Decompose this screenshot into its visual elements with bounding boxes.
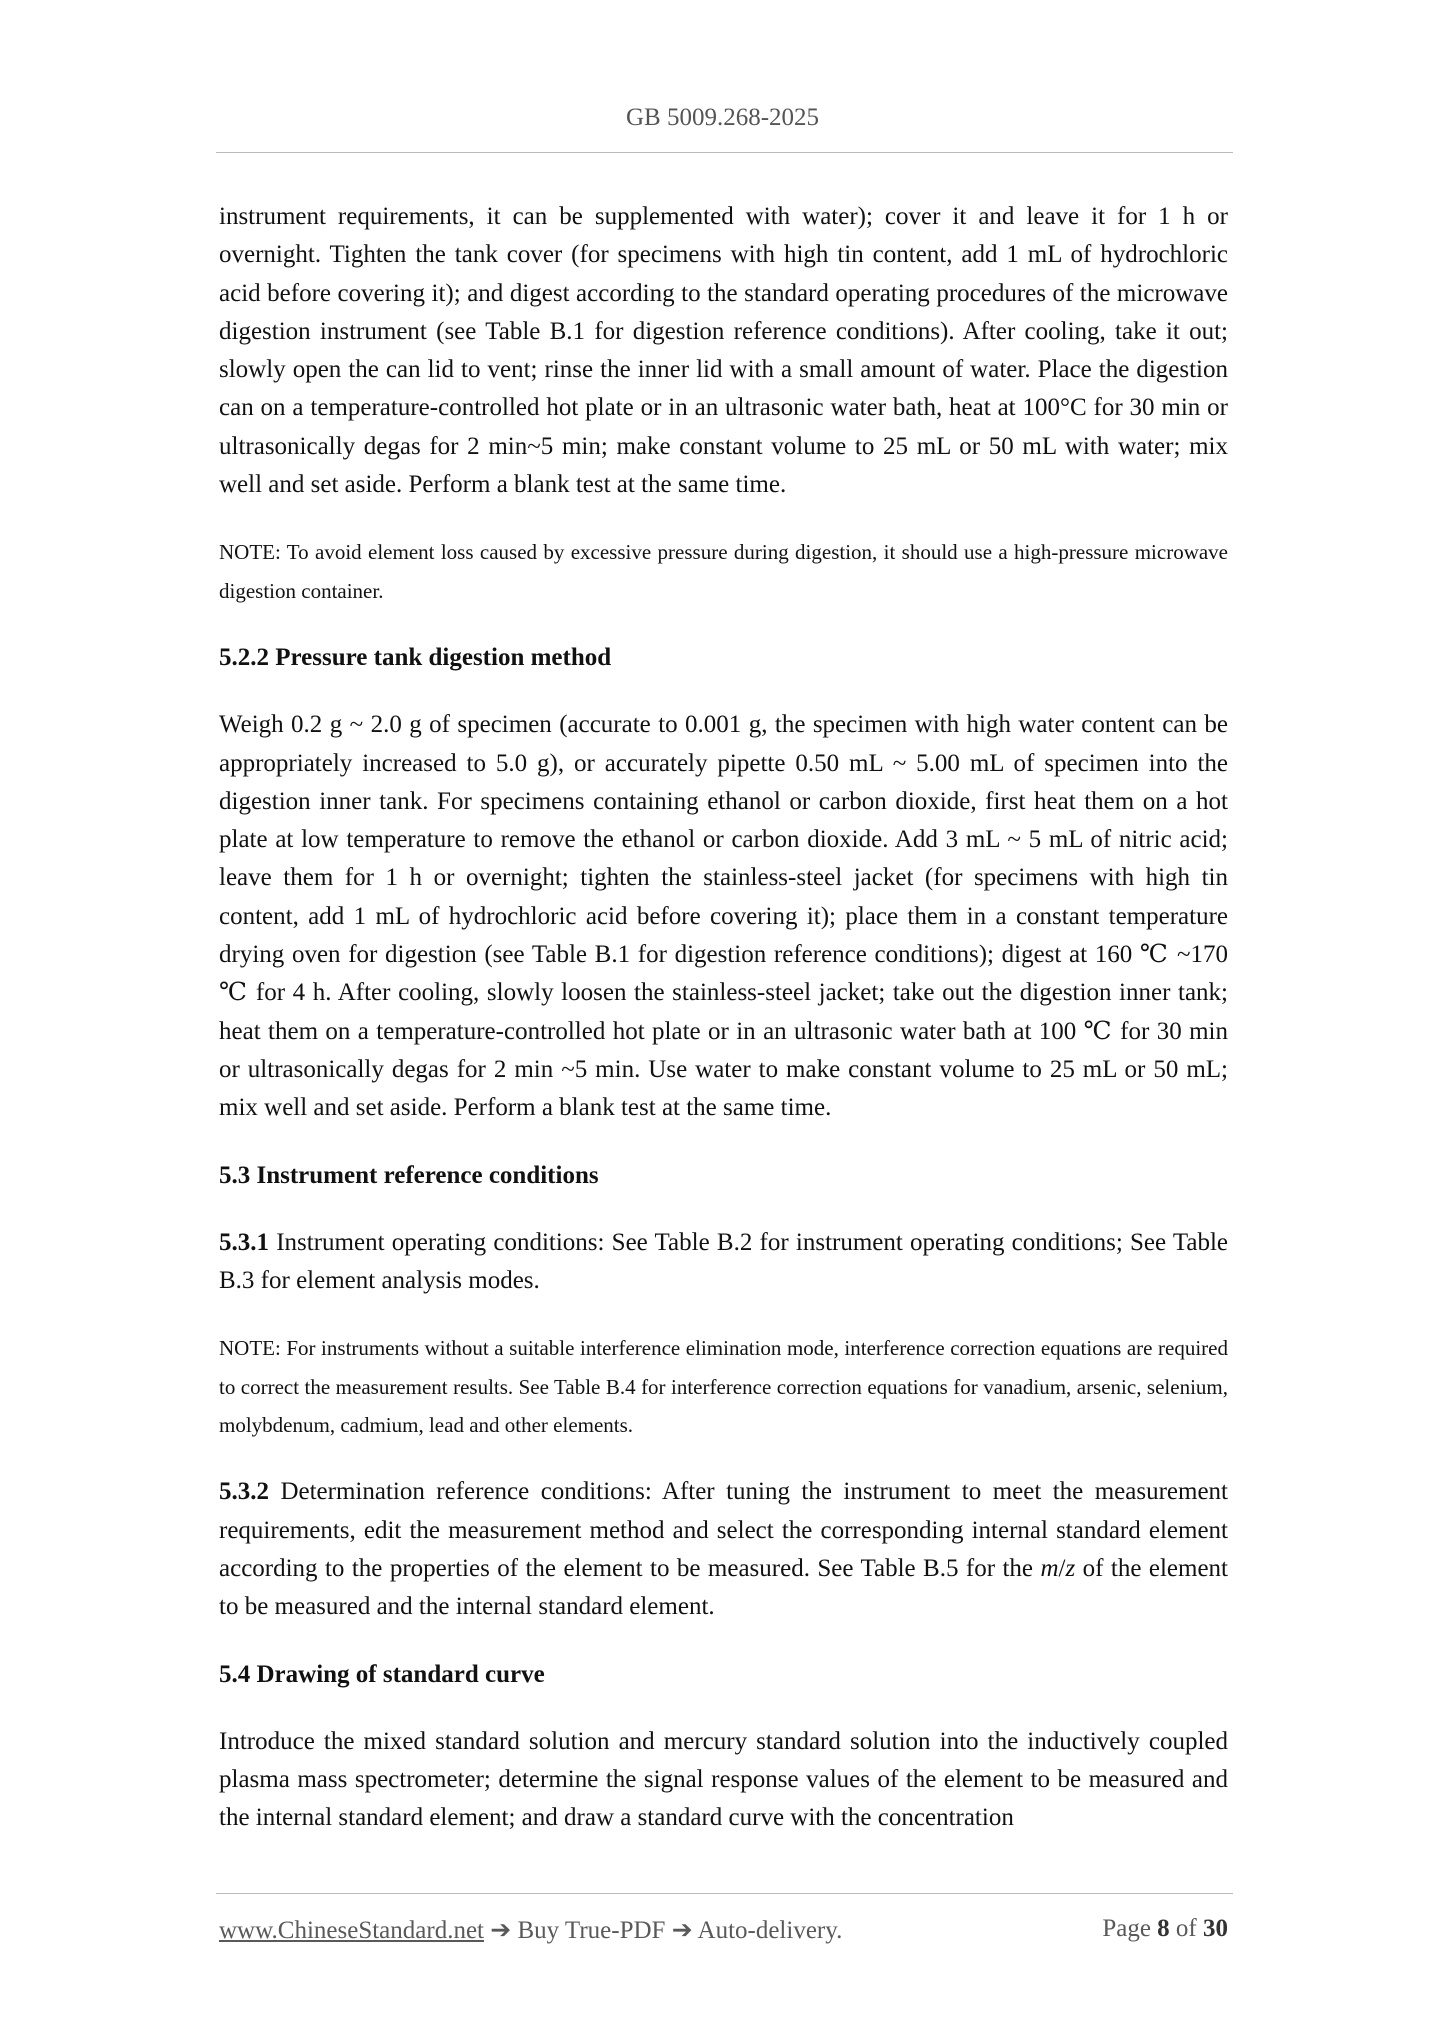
page-counter [1102, 1915, 1228, 1943]
total-pages-number: 30 [1203, 1915, 1228, 1942]
paragraph-5-3-2 [219, 1473, 1228, 1626]
section-heading-5-3: 5.3 Instrument reference conditions [219, 1161, 599, 1189]
current-page-number: 8 [1157, 1915, 1170, 1942]
buy-true-pdf-text: Buy True-PDF [517, 1917, 666, 1944]
note-microwave-container: NOTE: To avoid element loss caused by excessive pressure during digestion, it should use a high-pressure microwave digestion container. [219, 540, 1228, 603]
auto-delivery-text: Auto-delivery. [697, 1917, 843, 1944]
arrow-right-icon: ➔ [490, 1917, 512, 1944]
paragraph-microwave-digestion-continued: instrument requirements, it can be supplemented with water); cover it and leave it for 1 h or overnight. Tighten the tank cover (for specimens with high tin content, add 1 mL of hydrochloric acid before covering it); and digest according to the standard operating procedures of the microwave digestion instrument (see Table B.1 for digestion reference conditions). After cooling, take it out; slowly open the can lid to vent; rinse the inner lid with a small amount of water. Place the digestion can on a temperature-controlled hot plate or in an ultrasonic water bath, heat at 100°C for 30 min or ultrasonically degas for 2 min~5 min; make constant volume to 25 mL or 50 mL with water; mix well and set aside. Perform a blank test at the same time. [219, 203, 1228, 499]
paragraph-5-3-1 [219, 1224, 1228, 1301]
paragraph-standard-curve: Introduce the mixed standard solution and mercury standard solution into the inductively coupled plasma mass spectrometer; determine the signal response values of the element to be measured and the internal standard element; and draw a standard curve with the concentration [219, 1727, 1228, 1832]
section-heading-5-4: 5.4 Drawing of standard curve [219, 1660, 545, 1688]
paragraph-pressure-tank-digestion: Weigh 0.2 g ~ 2.0 g of specimen (accurate to 0.001 g, the specimen with high water content can be appropriately increased to 5.0 g), or accurately pipette 0.50 mL ~ 5.00 mL of specimen into the digestion inner tank. For specimens containing ethanol or carbon dioxide, first heat them on a hot plate at low temperature to remove the ethanol or carbon dioxide. Add 3 mL ~ 5 mL of nitric acid; leave them for 1 h or overnight; tighten the stainless-steel jacket (for specimens with high tin content, add 1 mL of hydrochloric acid before covering it); place them in a constant temperature drying oven for digestion (see Table B.1 for digestion reference conditions); digest at 160 ℃ ~170 ℃ for 4 h. After cooling, slowly loosen the stainless-steel jacket; take out the digestion inner tank; heat them on a temperature-controlled hot plate or in an ultrasonic water bath at 100 ℃ for 30 min or ultrasonically degas for 2 min ~5 min. Use water to make constant volume to 25 mL or 50 mL; mix well and set aside. Perform a blank test at the same time. [219, 711, 1228, 1122]
note-interference-correction: NOTE: For instruments without a suitable interference elimination mode, interference correction equations are required to correct the measurement results. See Table B.4 for interference correction equations for vanadium, arsenic, selenium, molybdenum, cadmium, lead and other elements. [219, 1336, 1228, 1438]
page-label: Page [1102, 1915, 1151, 1942]
footer-promo [219, 1915, 842, 1945]
clause-number-5-3-1: 5.3.1 [219, 1228, 269, 1256]
mz-italic-z: z [1065, 1554, 1076, 1582]
footer-divider [216, 1893, 1233, 1894]
chinesestandard-link[interactable]: www.ChineseStandard.net [219, 1917, 484, 1944]
paragraph-5-3-2-text-b: of the element to be measured and the internal standard element. [219, 1554, 1229, 1621]
of-label: of [1175, 1915, 1197, 1942]
paragraph-5-3-2-text-a: Determination reference conditions: After tuning the instrument to meet the measurement requirements, edit the measurement method and select the corresponding internal standard element according to the properties of the element to be measured. See Table B.5 for the [219, 1478, 1228, 1582]
clause-number-5-3-2: 5.3.2 [219, 1478, 269, 1506]
paragraph-5-3-1-text: Instrument operating conditions: See Table B.2 for instrument operating conditions; See Table B.3 for element analysis modes. [219, 1228, 1228, 1295]
header-divider [216, 152, 1233, 153]
document-code-header: GB 5009.268-2025 [625, 104, 820, 131]
page-content [219, 198, 1228, 1838]
mz-slash: / [1058, 1554, 1066, 1582]
mz-italic-m: m [1040, 1554, 1059, 1582]
arrow-right-icon: ➔ [671, 1917, 693, 1944]
section-heading-5-2-2: 5.2.2 Pressure tank digestion method [219, 643, 612, 671]
